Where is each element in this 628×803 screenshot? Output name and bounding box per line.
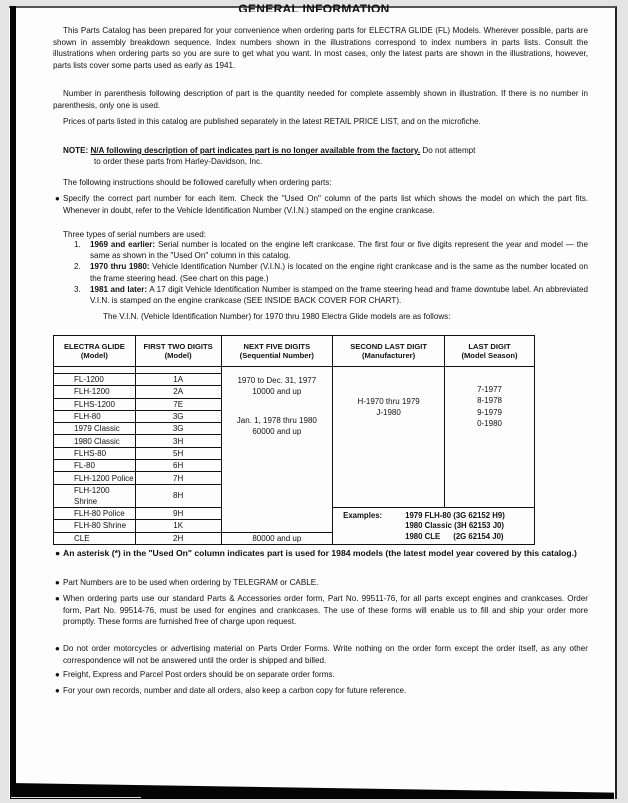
model-cell: 1979 Classic — [54, 423, 136, 435]
item-label: 1970 thru 1980: — [90, 262, 150, 272]
code-cell: 2H — [135, 532, 221, 545]
sequential-range: 1970 to Dec. 31, 1977 — [237, 375, 317, 385]
item-number: 3. — [74, 284, 81, 294]
bullet-no-motorcycles — [53, 643, 588, 666]
example-vin: 1979 FLH-80 (3G 62152 H9) — [405, 510, 505, 520]
code-cell: 2A — [135, 386, 221, 398]
vin-table — [53, 335, 535, 545]
code-cell: 7E — [135, 398, 221, 410]
bullet-text: Specify the correct part number for each item. Check the "Used On" column of the parts list which shows the model on which the part fits. Whenever in doubt, refer to the Vehicle Identification Number (V.I.N.) stamped on the engine crankcase. — [63, 194, 588, 215]
example-vin: 1980 Classic (3H 62153 J0) — [405, 521, 504, 531]
serial-type-item — [63, 239, 588, 261]
quantity-paragraph: Number in parenthesis following description of part is the quantity needed for complete assembly shown in illustration. If there is no number in parenthesis, only one is used. — [53, 89, 588, 110]
vin-intro: The V.I.N. (Vehicle Identification Number) for 1970 thru 1980 Electra Glide models are as follows: — [103, 312, 451, 321]
item-text: Vehicle Identification Number (V.I.N.) is located on the engine right crankcase and is the same as the number located on the frame steering head. (See chart on this page.) — [90, 262, 589, 283]
item-number: 2. — [74, 262, 81, 272]
code-cell: 1A — [135, 374, 221, 386]
serial-type-item — [63, 284, 588, 306]
code-cell: 3G — [135, 423, 221, 435]
bullet-icon: ● — [55, 548, 61, 558]
header-electra-glide: ELECTRA GLIDE (Model) — [54, 336, 136, 367]
bullet-icon: ● — [55, 670, 60, 679]
sequential-range: Jan. 1, 1978 thru 1980 — [236, 415, 317, 425]
header-next-five-digits: NEXT FIVE DIGITS (Sequential Number) — [221, 336, 333, 367]
scan-left-edge — [10, 6, 16, 796]
note-block — [63, 145, 593, 167]
bullet-icon: ● — [55, 644, 60, 653]
model-cell: FLH-1200 Shrine — [54, 484, 136, 507]
item-label: 1981 and later: — [90, 284, 148, 294]
header-second-last-digit: SECOND LAST DIGIT (Manufacturer) — [333, 336, 445, 367]
model-cell: CLE — [54, 532, 136, 545]
sequential-cle: 80000 and up — [221, 532, 333, 545]
bullet-text: An asterisk (*) in the "Used On" column indicates part is used for 1984 models (the latest model year covered by this catalog.) — [63, 548, 577, 558]
code-cell: 6H — [135, 460, 221, 472]
header-first-two-digits: FIRST TWO DIGITS (Model) — [135, 336, 221, 367]
season-code: 0-1980 — [477, 419, 502, 428]
bullet-records — [53, 685, 588, 697]
sequential-cell — [221, 374, 333, 533]
examples-cell — [333, 507, 535, 545]
model-cell: FL-1200 — [54, 374, 136, 386]
code-cell: 7H — [135, 472, 221, 484]
sequential-start: 10000 and up — [252, 387, 302, 396]
model-cell: FLH-80 Police — [54, 507, 136, 520]
bullet-text: When ordering parts use our standard Parts & Accessories order form, Part No. 99511-76, for all parts except engines and crankcases. Order form, Part No. 99514-76, must be used for engines and crankcases. The use of these forms will enable us to fill and ship your order more promptly. These forms are furnished free of charge upon request. — [63, 594, 588, 627]
sequential-start: 60000 and up — [252, 427, 302, 436]
code-cell: 3H — [135, 435, 221, 447]
code-cell: 8H — [135, 484, 221, 507]
model-cell: 1980 Classic — [54, 435, 136, 447]
bullet-text: Do not order motorcycles or advertising material on Parts Order Forms. Write nothing on the order form except the order itself, as any other correspondence will not be answered until the order is shipped and billed. — [63, 644, 588, 665]
model-cell: FL-80 — [54, 460, 136, 472]
note-rest: Do not attempt — [420, 146, 476, 155]
note-label: NOTE: — [63, 146, 89, 155]
bullet-text: Part Numbers are to be used when ordering by TELEGRAM or CABLE. — [63, 578, 319, 587]
bullet-text: For your own records, number and date all orders, also keep a carbon copy for future reference. — [63, 686, 407, 695]
header-last-digit: LAST DIGIT (Model Season) — [445, 336, 535, 367]
season-code: 8-1978 — [477, 396, 502, 405]
season-code: 7-1977 — [477, 384, 502, 394]
bullet-telegram — [53, 577, 588, 589]
code-cell: 1K — [135, 520, 221, 533]
intro-paragraph: This Parts Catalog has been prepared for your convenience when ordering parts for ELECTRA GLIDE (FL) Models. Wherever possible, parts are shown in assembly breakdown sequence. Index numbers shown in the illustrations correspond to index numbers in parts lists. Consult the illustrations when ordering parts so you are sure to get what you want. In most cases, only the latest parts are shown in the illustrations, however, parts lists cover some parts used as early as 1941. — [53, 26, 588, 70]
season-code: 9-1979 — [477, 407, 502, 417]
instructions-intro: The following instructions should be followed carefully when ordering parts: — [63, 178, 332, 187]
bullet-icon: ● — [55, 194, 60, 203]
table-row — [54, 374, 535, 386]
bullet-text: Freight, Express and Parcel Post orders should be on separate order forms. — [63, 670, 335, 679]
serial-type-item — [63, 261, 588, 283]
model-cell: FLH-1200 — [54, 386, 136, 398]
prices-paragraph: Prices of parts listed in this catalog are published separately in the latest RETAIL PRICE LIST, and on the microfiche. — [63, 117, 481, 126]
code-cell: 3G — [135, 410, 221, 422]
bullet-freight — [53, 669, 588, 681]
model-cell: FLHS-80 — [54, 447, 136, 459]
bullet-icon: ● — [55, 594, 60, 603]
examples-label: Examples: — [343, 510, 383, 520]
model-season-cell — [445, 374, 535, 508]
code-cell: 5H — [135, 447, 221, 459]
note-emphasis: N/A following description of part indicates part is no longer available from the factory. — [90, 146, 421, 155]
item-text: Serial number is located on the engine left crankcase. The first four or five digits represent the year and model — the same as shown in the "Used On" column in this catalog. — [90, 240, 588, 261]
model-cell: FLHS-1200 — [54, 398, 136, 410]
code-cell: 9H — [135, 507, 221, 520]
scan-artifact-line — [11, 797, 141, 798]
manufacturer-code: H-1970 thru 1979 — [357, 396, 420, 406]
note-continuation: to order these parts from Harley-Davidson, Inc. — [94, 157, 263, 166]
model-cell: FLH-1200 Police — [54, 472, 136, 484]
bullet-order-forms — [53, 593, 588, 628]
manufacturer-cell — [333, 374, 445, 508]
item-text: A 17 digit Vehicle Identification Number is stamped on the frame steering head and frame downtube label. An abbreviated V.I.N. is stamped on the engine crankcase (SEE INSIDE BACK COVER FOR CHART). — [90, 284, 589, 306]
item-number: 1. — [74, 240, 81, 249]
serial-types-list — [63, 239, 588, 306]
example-vin: 1980 CLE (2G 62154 J0) — [405, 531, 504, 541]
vin-table-header — [54, 336, 535, 367]
bullet-icon: ● — [55, 686, 60, 695]
bullet-asterisk-note — [53, 547, 588, 559]
model-cell: FLH-80 Shrine — [54, 520, 136, 533]
serial-intro: Three types of serial numbers are used: — [63, 230, 207, 239]
manufacturer-code: J-1980 — [376, 408, 401, 417]
bullet-specify-part — [53, 193, 588, 216]
item-label: 1969 and earlier: — [90, 240, 156, 249]
model-cell: FLH-80 — [54, 410, 136, 422]
bullet-icon: ● — [55, 578, 60, 587]
page-title: GENERAL INFORMATION — [238, 2, 390, 12]
